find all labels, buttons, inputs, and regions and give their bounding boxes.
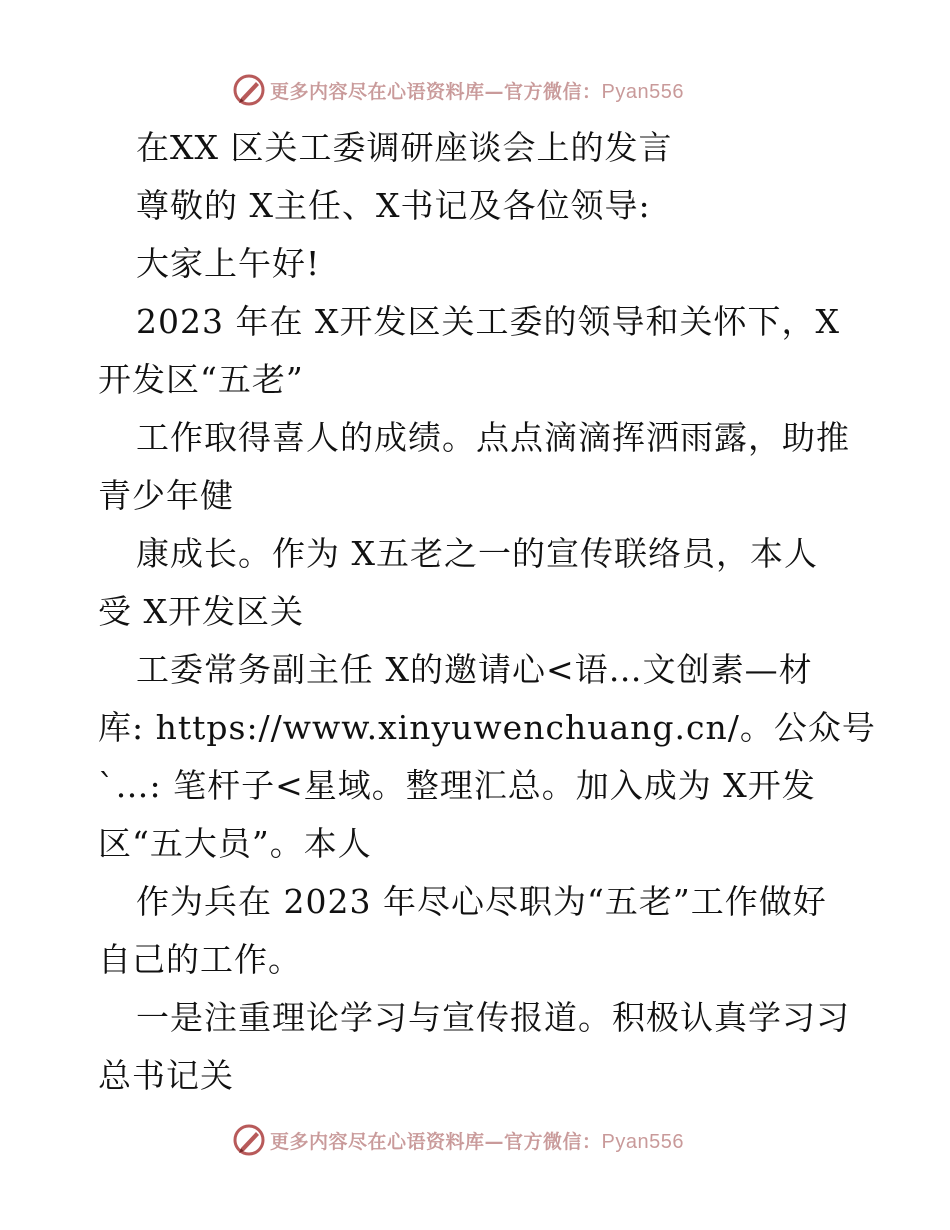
paragraph-line: 自己的工作。 [98,940,302,979]
pen-logo-icon [232,1123,266,1157]
salutation: 尊敬的 X主任、X书记及各位领导: [136,186,651,225]
paragraph-line: 工作取得喜人的成绩。点点滴滴挥洒雨露，助推 [136,418,850,457]
paragraph-line: 库: https://www.xinyuwenchuang.cn/。公众号 [98,708,876,747]
footer-watermark [232,1120,712,1160]
paragraph-line: 总书记关 [98,1056,234,1095]
watermark-text: 更多内容尽在心语资料库—官方微信：Pyan556 [270,80,684,103]
paragraph-line: 一是注重理论学习与宣传报道。积极认真学习习 [136,998,850,1037]
document-title: 在XX 区关工委调研座谈会上的发言 [136,128,673,167]
paragraph-line: 区“五大员”。本人 [98,824,372,863]
pen-logo-icon [232,73,266,107]
greeting: 大家上午好! [136,244,321,283]
paragraph-line: `…: 笔杆子<星域。整理汇总。加入成为 X开发 [98,766,816,805]
paragraph-line: 青少年健 [98,476,234,515]
paragraph-line: 开发区“五老” [98,360,304,399]
paragraph-line: 作为兵在 2023 年尽心尽职为“五老”工作做好 [136,882,827,921]
paragraph-line: 康成长。作为 X五老之一的宣传联络员，本人 [136,534,818,573]
watermark-text: 更多内容尽在心语资料库—官方微信：Pyan556 [270,1130,684,1153]
header-watermark [232,70,712,110]
paragraph-line: 2023 年在 X开发区关工委的领导和关怀下，X [136,302,840,341]
paragraph-line: 受 X开发区关 [98,592,304,631]
paragraph-line: 工委常务副主任 X的邀请心<语…文创素—材 [136,650,813,689]
